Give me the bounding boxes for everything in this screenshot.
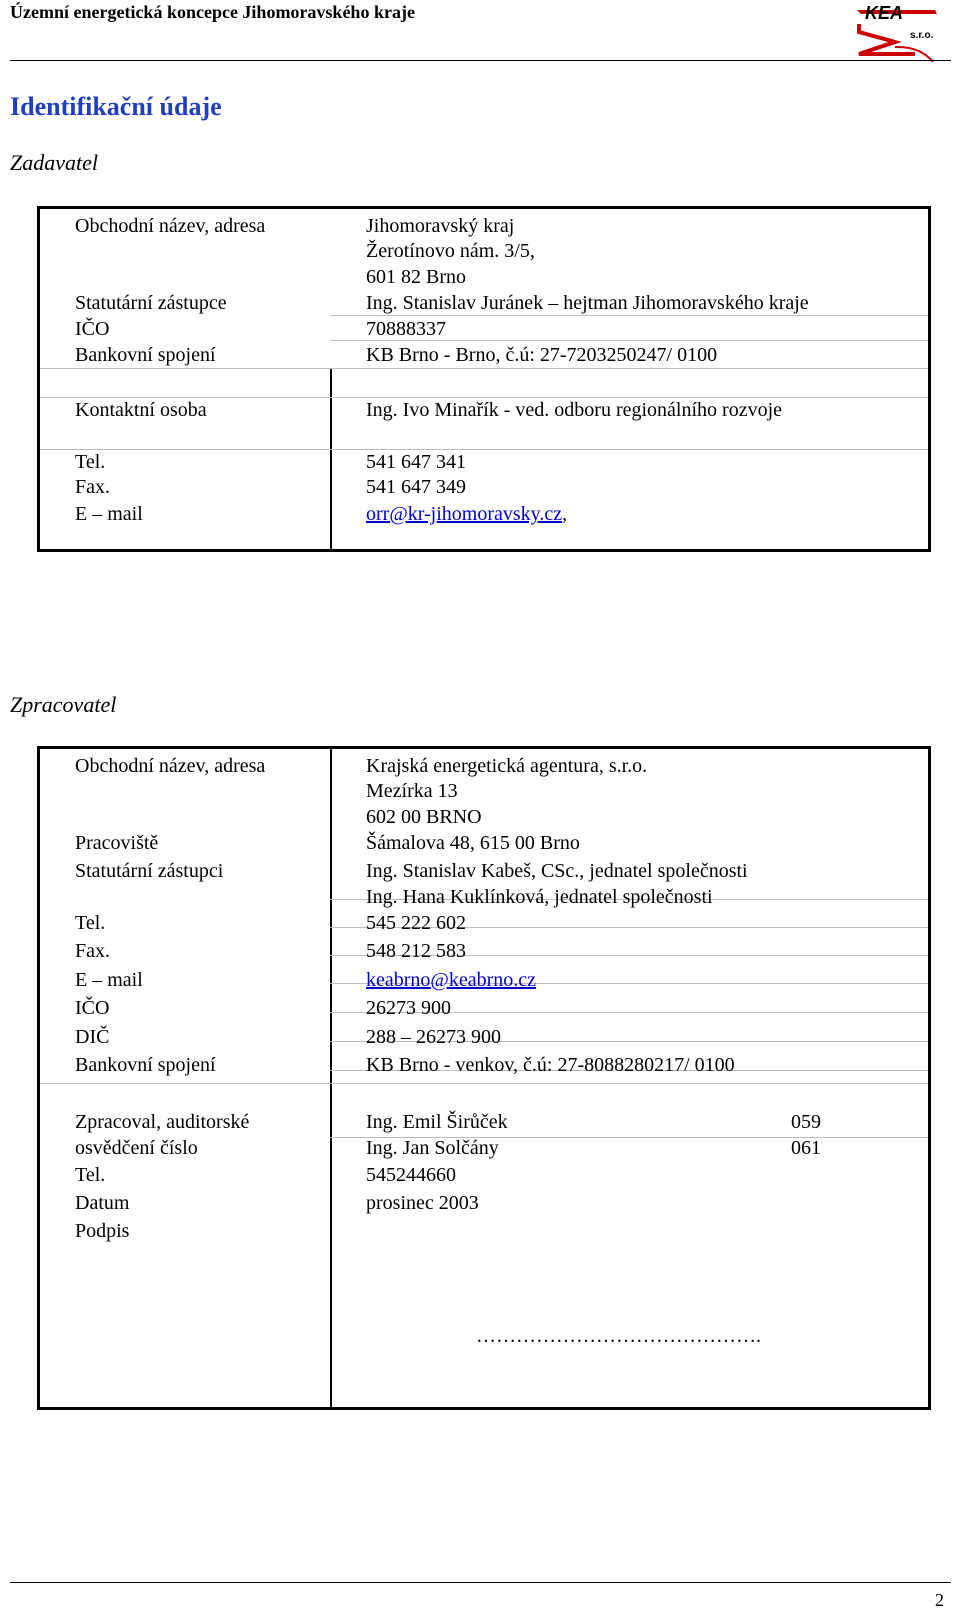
value-workplace: Šámalova 48, 615 00 Brno bbox=[366, 832, 580, 854]
value-contact: Ing. Ivo Minařík - ved. odboru regionálního rozvoje bbox=[366, 399, 783, 421]
value-ico: 70888337 bbox=[366, 318, 446, 340]
label-bank: Bankovní spojení bbox=[75, 344, 216, 366]
value-name-3: 602 00 BRNO bbox=[366, 806, 482, 828]
label-fax: Fax. bbox=[75, 476, 110, 498]
label-tel-2: Tel. bbox=[75, 1164, 106, 1186]
value-bank: KB Brno - Brno, č.ú: 27-7203250247/ 0100 bbox=[366, 344, 718, 366]
value-fax: 541 647 349 bbox=[366, 476, 466, 498]
label-workplace: Pracoviště bbox=[75, 832, 159, 854]
section-heading-zpracovatel: Zpracovatel bbox=[10, 692, 117, 717]
value-name-2: Žerotínovo nám. 3/5, bbox=[366, 240, 535, 262]
header-rule bbox=[10, 60, 951, 61]
label-dic: DIČ bbox=[75, 1026, 110, 1048]
label-fax: Fax. bbox=[75, 940, 110, 962]
value-tel: 545 222 602 bbox=[366, 912, 466, 934]
label-tel: Tel. bbox=[75, 912, 106, 934]
label-email: E – mail bbox=[75, 503, 143, 525]
logo-text: KEA bbox=[865, 3, 904, 23]
label-processed-2: osvědčení číslo bbox=[75, 1137, 198, 1159]
value-ico: 26273 900 bbox=[366, 997, 451, 1019]
row-separator bbox=[330, 315, 928, 316]
auditor-1-number: 059 bbox=[791, 1111, 821, 1133]
value-name-3: 601 82 Brno bbox=[366, 266, 466, 288]
page-number: 2 bbox=[935, 1590, 944, 1610]
value-dic: 288 – 26273 900 bbox=[366, 1026, 501, 1048]
label-name: Obchodní název, adresa bbox=[75, 215, 266, 237]
value-fax: 548 212 583 bbox=[366, 940, 466, 962]
header-title: Územní energetická koncepce Jihomoravského kraje bbox=[10, 2, 415, 22]
value-date: prosinec 2003 bbox=[366, 1192, 479, 1214]
row-separator bbox=[40, 1083, 928, 1084]
label-date: Datum bbox=[75, 1192, 130, 1214]
value-statutory-1: Ing. Stanislav Kabeš, CSc., jednatel společnosti bbox=[366, 860, 748, 882]
kea-logo bbox=[855, 2, 955, 62]
label-contact: Kontaktní osoba bbox=[75, 399, 207, 421]
value-statutory-2: Ing. Hana Kuklínková, jednatel společnosti bbox=[366, 886, 713, 908]
page-title: Identifikační údaje bbox=[10, 92, 222, 121]
label-statutory: Statutární zástupci bbox=[75, 860, 224, 882]
row-separator bbox=[40, 449, 928, 450]
auditor-1-name: Ing. Emil Širůček bbox=[366, 1111, 508, 1133]
page-header bbox=[0, 0, 960, 70]
footer-rule bbox=[10, 1582, 951, 1583]
row-separator bbox=[40, 368, 928, 369]
section-heading-zadavatel: Zadavatel bbox=[10, 150, 98, 175]
value-tel: 541 647 341 bbox=[366, 451, 466, 473]
column-divider bbox=[330, 749, 332, 1407]
value-name-1: Jihomoravský kraj bbox=[366, 215, 515, 237]
value-tel-2: 545244660 bbox=[366, 1164, 456, 1186]
email-link[interactable]: keabrno@keabrno.cz bbox=[366, 969, 536, 991]
label-tel: Tel. bbox=[75, 451, 106, 473]
label-email: E – mail bbox=[75, 969, 143, 991]
label-bank: Bankovní spojení bbox=[75, 1054, 216, 1076]
value-name-2: Mezírka 13 bbox=[366, 780, 458, 802]
column-divider bbox=[330, 369, 332, 549]
email-link[interactable]: orr@kr-jihomoravsky.cz bbox=[366, 503, 563, 525]
label-ico: IČO bbox=[75, 997, 110, 1019]
auditor-2-number: 061 bbox=[791, 1137, 821, 1159]
value-name-1: Krajská energetická agentura, s.r.o. bbox=[366, 755, 648, 777]
email-row bbox=[366, 502, 567, 526]
zadavatel-table bbox=[37, 206, 931, 552]
zpracovatel-table bbox=[37, 746, 931, 1410]
label-name: Obchodní název, adresa bbox=[75, 755, 266, 777]
label-processed-1: Zpracoval, auditorské bbox=[75, 1111, 250, 1133]
value-statutory: Ing. Stanislav Juránek – hejtman Jihomoravského kraje bbox=[366, 292, 809, 314]
logo-subtext: s.r.o. bbox=[910, 30, 934, 41]
signature-line: ……………………………………. bbox=[476, 1325, 761, 1347]
value-bank: KB Brno - venkov, č.ú: 27-8088280217/ 0100 bbox=[366, 1054, 735, 1076]
email-suffix: , bbox=[562, 503, 568, 525]
label-statutory: Statutární zástupce bbox=[75, 292, 227, 314]
label-ico: IČO bbox=[75, 318, 110, 340]
label-signature: Podpis bbox=[75, 1220, 130, 1242]
auditor-2-name: Ing. Jan Solčány bbox=[366, 1137, 499, 1159]
